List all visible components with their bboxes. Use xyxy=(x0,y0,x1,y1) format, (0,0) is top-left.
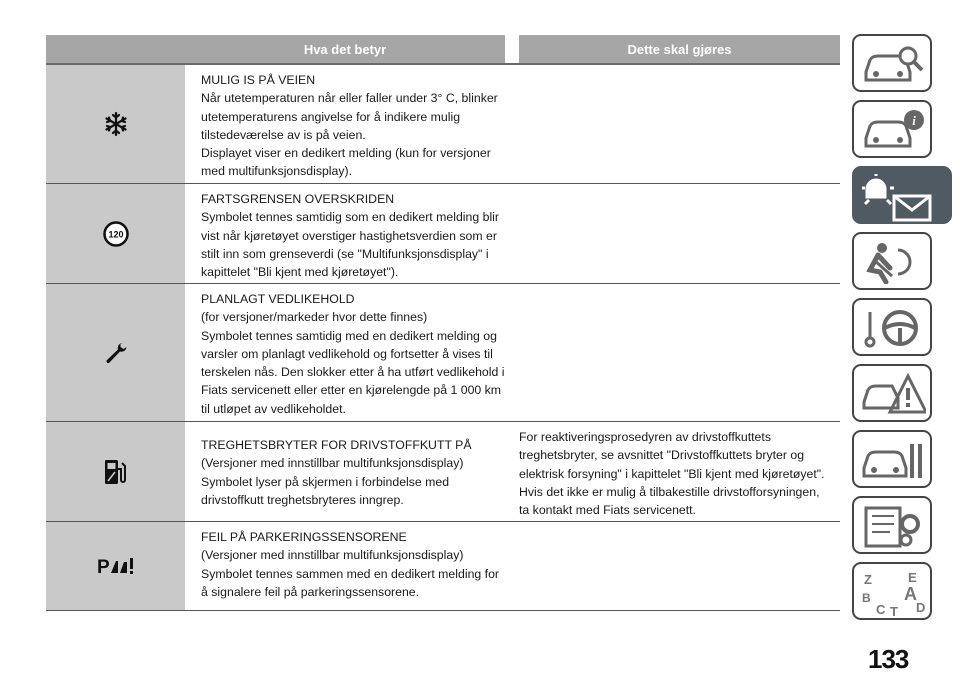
page-number: 133 xyxy=(868,644,909,674)
svg-text:i: i xyxy=(912,113,916,128)
header-icon-cell xyxy=(46,35,185,63)
car-warning-triangle-icon xyxy=(860,372,926,416)
chapter-tabs xyxy=(852,34,960,628)
table-row xyxy=(46,422,840,522)
snowflake-icon xyxy=(103,111,129,137)
icon-cell xyxy=(46,184,185,283)
specs-gears-icon xyxy=(860,504,926,548)
svg-text:P: P xyxy=(96,557,110,577)
svg-text:A: A xyxy=(904,584,917,604)
svg-text:E: E xyxy=(908,570,917,585)
icon-cell xyxy=(46,65,185,183)
action-text xyxy=(505,284,840,421)
parking-sensor-fault-icon xyxy=(96,555,136,577)
tab-maintenance[interactable] xyxy=(852,430,932,488)
car-search-icon xyxy=(860,42,926,86)
meaning-text: MULIG IS PÅ VEIEN Når utetemperaturen når eller faller under 3° C, blinker utetemperaturens angivelse for å indikere mulig tilstedeværelse av is på veien. Displayet viser en dedikert melding (kun for versjoner med multifunksjonsdisplay). xyxy=(201,73,498,179)
speed-limit-120-icon xyxy=(103,221,129,247)
svg-text:120: 120 xyxy=(107,229,124,239)
meaning-text: FEIL PÅ PARKERINGSSENSORENE (Versjoner med innstillbar multifunksjonsdisplay) Symbolet tennes sammen med en dedikert melding for å signalere feil på parkeringssensorene. xyxy=(201,530,500,599)
svg-text:D: D xyxy=(916,600,926,615)
tab-safety[interactable] xyxy=(852,232,932,290)
car-info-icon xyxy=(860,108,926,152)
tab-warning-lights[interactable] xyxy=(852,166,952,224)
tab-technical-data[interactable] xyxy=(852,496,932,554)
fuel-cutoff-icon xyxy=(102,457,130,487)
header-action: Dette skal gjøres xyxy=(627,41,732,57)
tab-emergency[interactable] xyxy=(852,364,932,422)
icon-cell xyxy=(46,522,185,610)
meaning-text: FARTSGRENSEN OVERSKRIDEN Symbolet tennes samtidig som en dedikert melding blir vist når kjøretøyet overstiger hastighetsverdien som er stilt inn som grenseverdi (se "Multifunksjonsdisplay" i kapittelet "Bli kjent med kjøretøyet"). xyxy=(201,192,500,280)
svg-text:B: B xyxy=(862,591,871,605)
table-row xyxy=(46,184,840,284)
svg-text:Z: Z xyxy=(864,572,872,587)
icon-cell xyxy=(46,422,185,521)
table-row xyxy=(46,65,840,184)
table-header xyxy=(46,35,840,65)
icon-cell xyxy=(46,284,185,421)
meaning-text: TREGHETSBRYTER FOR DRIVSTOFFKUTT PÅ (Versjoner med innstillbar multifunksjonsdisplay) Symbolet lyser på skjermen i forbindelse med drivstoffkutt treghetsbryteres inngrep. xyxy=(201,438,472,507)
tab-index[interactable] xyxy=(852,562,932,620)
action-text xyxy=(505,184,840,283)
warning-table xyxy=(46,35,840,611)
seat-airbag-icon xyxy=(860,240,926,284)
meaning-text: PLANLAGT VEDLIKEHOLD (for versjoner/markeder hvor dette finnes) Symbolet tennes samtidig med en dedikert melding og varsler om planlagt vedlikehold og fortsetter å vises til terskelen nås. Den slokker etter å ha utført vedlikehold i Fiats servicenett eller etter en kjørelengde på 1 000 km til utløpet av vedlikeholdet. xyxy=(201,292,505,416)
action-text xyxy=(505,65,840,183)
svg-text:T: T xyxy=(890,604,898,616)
wrench-icon xyxy=(103,340,129,366)
alphabet-index-icon xyxy=(860,570,926,616)
tab-car-search[interactable] xyxy=(852,34,932,92)
steering-wheel-key-icon xyxy=(860,306,926,350)
car-tools-icon xyxy=(860,438,926,482)
table-row xyxy=(46,522,840,611)
svg-text:C: C xyxy=(876,602,886,616)
action-text xyxy=(505,522,840,610)
tab-car-info[interactable] xyxy=(852,100,932,158)
table-row xyxy=(46,284,840,422)
warning-light-message-icon xyxy=(860,174,946,222)
action-text: For reaktiveringsprosedyren av drivstoffkuttets treghetsbryter, se avsnittet "Drivstoffkuttets bryter og elektrisk forsyning" i kapittelet "Bli kjent med kjøretøyet". Hvis det ikke er mulig å tilbakestille drivstofforsyningen, ta kontakt med Fiats servicenett. xyxy=(519,430,825,518)
tab-starting-driving[interactable] xyxy=(852,298,932,356)
header-meaning: Hva det betyr xyxy=(303,41,387,57)
